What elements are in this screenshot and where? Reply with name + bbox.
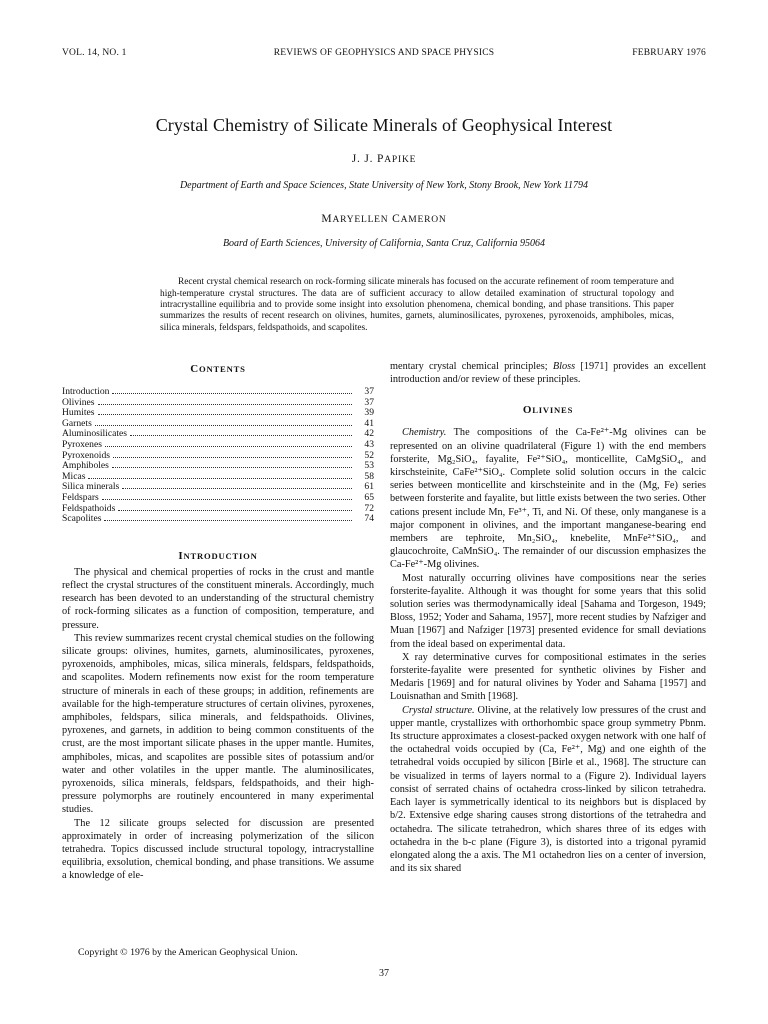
toc-page-number: 42: [364, 428, 374, 440]
toc-page-number: 37: [364, 396, 374, 408]
author-1-affiliation: Department of Earth and Space Sciences, State University of New York, Stony Brook, New York 11794: [179, 180, 589, 191]
toc-page-number: 58: [364, 470, 374, 482]
toc-entry: [62, 387, 374, 398]
toc-label: Scapolites: [62, 513, 102, 525]
toc-leader-dots: [104, 519, 352, 521]
paper-title: Crystal Chemistry of Silicate Minerals of Geophysical Interest: [155, 115, 613, 135]
introduction-heading: INTRODUCTION: [178, 549, 258, 562]
toc-leader-dots: [95, 424, 352, 426]
author-2-firstname: ARYELLEN: [332, 215, 389, 225]
continuation-paragraph: [390, 360, 706, 386]
continuation-text-end: [1971] provides an excellent introduction and/or review of these principles.: [390, 361, 706, 386]
olivine-composition-paragraph: Most naturally occurring olivines have compositions near the series forsterite-fayalite. Although it was thought for some years that this solid solution series was thermodynamically ideal [Sahama and Torgeson, 1949; Bloss, 1952; Yoder and Sahama, 1957], more recent studies by Nafziger and Muan [1967] and Nafziger [1973] presented evidence for small deviations from the ideal based on experimental data.: [390, 572, 706, 650]
olivines-heading: OLIVINES: [522, 404, 574, 417]
copyright-notice: Copyright © 1976 by the American Geophysical Union.: [78, 947, 298, 958]
structure-text: Olivine, at the relatively low pressures of the crust and upper mantle, crystallizes with orthorhombic space group symmetry Pbnm. Its structure approximates a closest-packed oxygen network with one half of the octahedral voids occupied by (Ca, Fe²⁺, Mg) and one eighth of the tetrahedral voids occupied by silicon [Birle et al., 1968]. The structure can be visualized in terms of layers normal to a (Figure 2). Individual layers consist of serrated chains of octahedra cross-linked by silicon tetrahedra. Each layer is symmetrically identical to its neighbors but is displaced by b/2. Extensive edge sharing causes strong distortions of the tetrahedra and octahedra. The silicate tetrahedron, which shares three of its edges with octahedra in the b-c plane (Figure 3), is distorted into a trigonal pyramid elongated along the a axis. The M1 octahedron lies on a center of inversion, and its six shared: [390, 704, 706, 875]
toc-leader-dots: [98, 413, 352, 415]
toc-page-number: 37: [364, 386, 374, 397]
table-of-contents: [62, 387, 374, 525]
toc-entry: [62, 461, 374, 472]
toc-leader-dots: [98, 403, 352, 405]
toc-leader-dots: [122, 487, 352, 489]
toc-label: Olivines: [62, 396, 95, 408]
toc-entry: [62, 482, 374, 493]
intro-paragraph-3: The 12 silicate groups selected for discussion are presented approximately in order of increasing polymerization of the silicon tetrahedra. Topics discussed include structural topology, intracrystalline equilibria, exsolution, chemical bonding, and phase transitions. We assume a knowledge of ele-: [62, 817, 374, 882]
author-2-initial-2: C: [388, 213, 401, 225]
toc-label: Feldspars: [62, 491, 99, 503]
toc-label: Introduction: [62, 386, 110, 397]
structure-paragraph: [390, 704, 706, 876]
intro-paragraph-2: This review summarizes recent crystal chemical studies on the following silicate groups: olivines, humites, garnets, aluminosilicates, pyroxenes, pyroxenoids, amphiboles, micas, silica minerals, feldspars, feldspathoids, and scapolites. Modern refinements now exist for the room temperature structure of minerals in each of these groups; in addition, refinements are available for the high-temperature structures of certain olivines, pyroxenes, amphiboles, feldspars, silica minerals, and feldspathoids. Olivines, pyroxenes, and garnets, in addition to being common constituents of the crust, are the most important silicate phases in the upper mantle. Humites, amphiboles, micas, and scapolites are possible sites of potassium and/or water and other volatiles in the upper mantle. The aluminosilicates, pyroxenoids, silica minerals, feldspars, feldspathoids, and their high-pressure polymorphs are routinely encountered in many experimental studies.: [62, 632, 374, 816]
toc-label: Amphiboles: [62, 460, 109, 472]
toc-leader-dots: [112, 466, 352, 468]
contents-heading: CONTENTS: [190, 363, 246, 375]
toc-page-number: 39: [364, 407, 374, 419]
xray-paragraph: X ray determinative curves for compositional estimates in the series forsterite-fayalite were presented for synthetic olivines by Fisher and Medaris [1969] and for natural olivines by Yoder and Sahama [1957] and Louisnathan and Smith [1968].: [390, 651, 706, 703]
issue-date: FEBRUARY 1976: [632, 48, 706, 58]
toc-label: Micas: [62, 470, 86, 482]
toc-leader-dots: [113, 456, 352, 458]
author-2-initial: M: [321, 213, 333, 225]
left-column: [62, 363, 374, 883]
toc-page-number: 52: [364, 449, 374, 461]
toc-entry: [62, 514, 374, 525]
right-column: [390, 360, 706, 875]
toc-entry: [62, 504, 374, 515]
toc-page-number: 61: [364, 481, 374, 493]
toc-entry: [62, 408, 374, 419]
toc-label: Feldspathoids: [62, 502, 116, 514]
toc-page-number: 65: [364, 491, 374, 503]
toc-label: Garnets: [62, 417, 92, 429]
intro-paragraph-1: The physical and chemical properties of rocks in the crust and mantle reflect the crystal structures of the constituent minerals. Accordingly, much research has been devoted to an understanding of the structural chemistry of rock-forming silicates as a function of composition, temperature, and pressure.: [62, 566, 374, 631]
toc-label: Pyroxenes: [62, 438, 102, 450]
chemistry-paragraph: [390, 426, 706, 571]
toc-label: Pyroxenoids: [62, 449, 110, 461]
author-2: [0, 213, 768, 225]
continuation-text: mentary crystal chemical principles;: [390, 361, 553, 372]
toc-page-number: 43: [364, 438, 374, 450]
author-2-surname: AMERON: [400, 215, 447, 225]
toc-leader-dots: [102, 498, 352, 500]
toc-label: Humites: [62, 407, 95, 419]
author-1-surname: APIKE: [384, 155, 417, 165]
running-header: [62, 48, 706, 62]
toc-entry: [62, 429, 374, 440]
toc-leader-dots: [112, 392, 352, 394]
page-number: 37: [379, 968, 389, 979]
toc-entry: [62, 493, 374, 504]
toc-entry: [62, 440, 374, 451]
toc-leader-dots: [118, 509, 352, 511]
toc-page-number: 72: [364, 502, 374, 514]
toc-leader-dots: [130, 434, 352, 436]
author-1-initials: J. J. P: [351, 153, 385, 165]
journal-name: REVIEWS OF GEOPHYSICS AND SPACE PHYSICS: [273, 48, 495, 58]
chemistry-label: Chemistry.: [402, 427, 447, 439]
toc-label: Aluminosilicates: [62, 428, 128, 440]
toc-leader-dots: [88, 477, 352, 479]
structure-label: Crystal structure.: [402, 704, 475, 716]
toc-leader-dots: [105, 445, 352, 447]
author-1: [0, 153, 768, 165]
toc-label: Silica minerals: [62, 481, 120, 493]
toc-page-number: 74: [364, 513, 374, 525]
abstract: Recent crystal chemical research on rock-forming silicate minerals has focused on the accurate refinement of room temperature and high-temperature crystal structures. The data are of sufficient accuracy to allow detailed examination of structural topology and intracrystalline equilibria and to provide some insight into exsolution phenomena, chemical bonding, and phase transitions. This paper summarizes the results of recent research on olivines, humites, garnets, aluminosilicates, pyroxenes, pyroxenoids, amphiboles, micas, silica minerals, feldspars, feldspathoids, and scapolites.: [160, 277, 674, 333]
toc-entry: [62, 398, 374, 409]
citation: Bloss: [552, 361, 576, 372]
chemistry-text: The compositions of the Ca-Fe²⁺-Mg olivines can be represented on an olivine quadrilateral (Figure 1) with the end members forsterite, Mg₂SiO₄, fayalite, Fe²⁺SiO₄, monticellite, CaMgSiO₄, and kirschsteinite, CaFe²⁺SiO₄. Complete solid solution occurs in the calcic series between monticellite and kirschsteinite and in the (Mg, Fe) series between forsterite and fayalite, but little exists between the two series. Other cations present include Mn, Fe³⁺, Ti, and Ni. Of these, only manganese is a major component in olivines, and the important manganese-bearing end members are tephroite, Mn₂SiO₄, knebelite, MnFe²⁺SiO₄, and glaucochroite, CaMnSiO₄. The remainder of our discussion emphasizes the Ca-Fe²⁺-Mg olivines.: [390, 427, 706, 571]
toc-page-number: 41: [364, 417, 374, 429]
author-2-affiliation: Board of Earth Sciences, University of California, Santa Cruz, California 95064: [222, 238, 546, 249]
volume-issue: VOL. 14, NO. 1: [62, 48, 127, 58]
toc-page-number: 53: [364, 460, 374, 472]
